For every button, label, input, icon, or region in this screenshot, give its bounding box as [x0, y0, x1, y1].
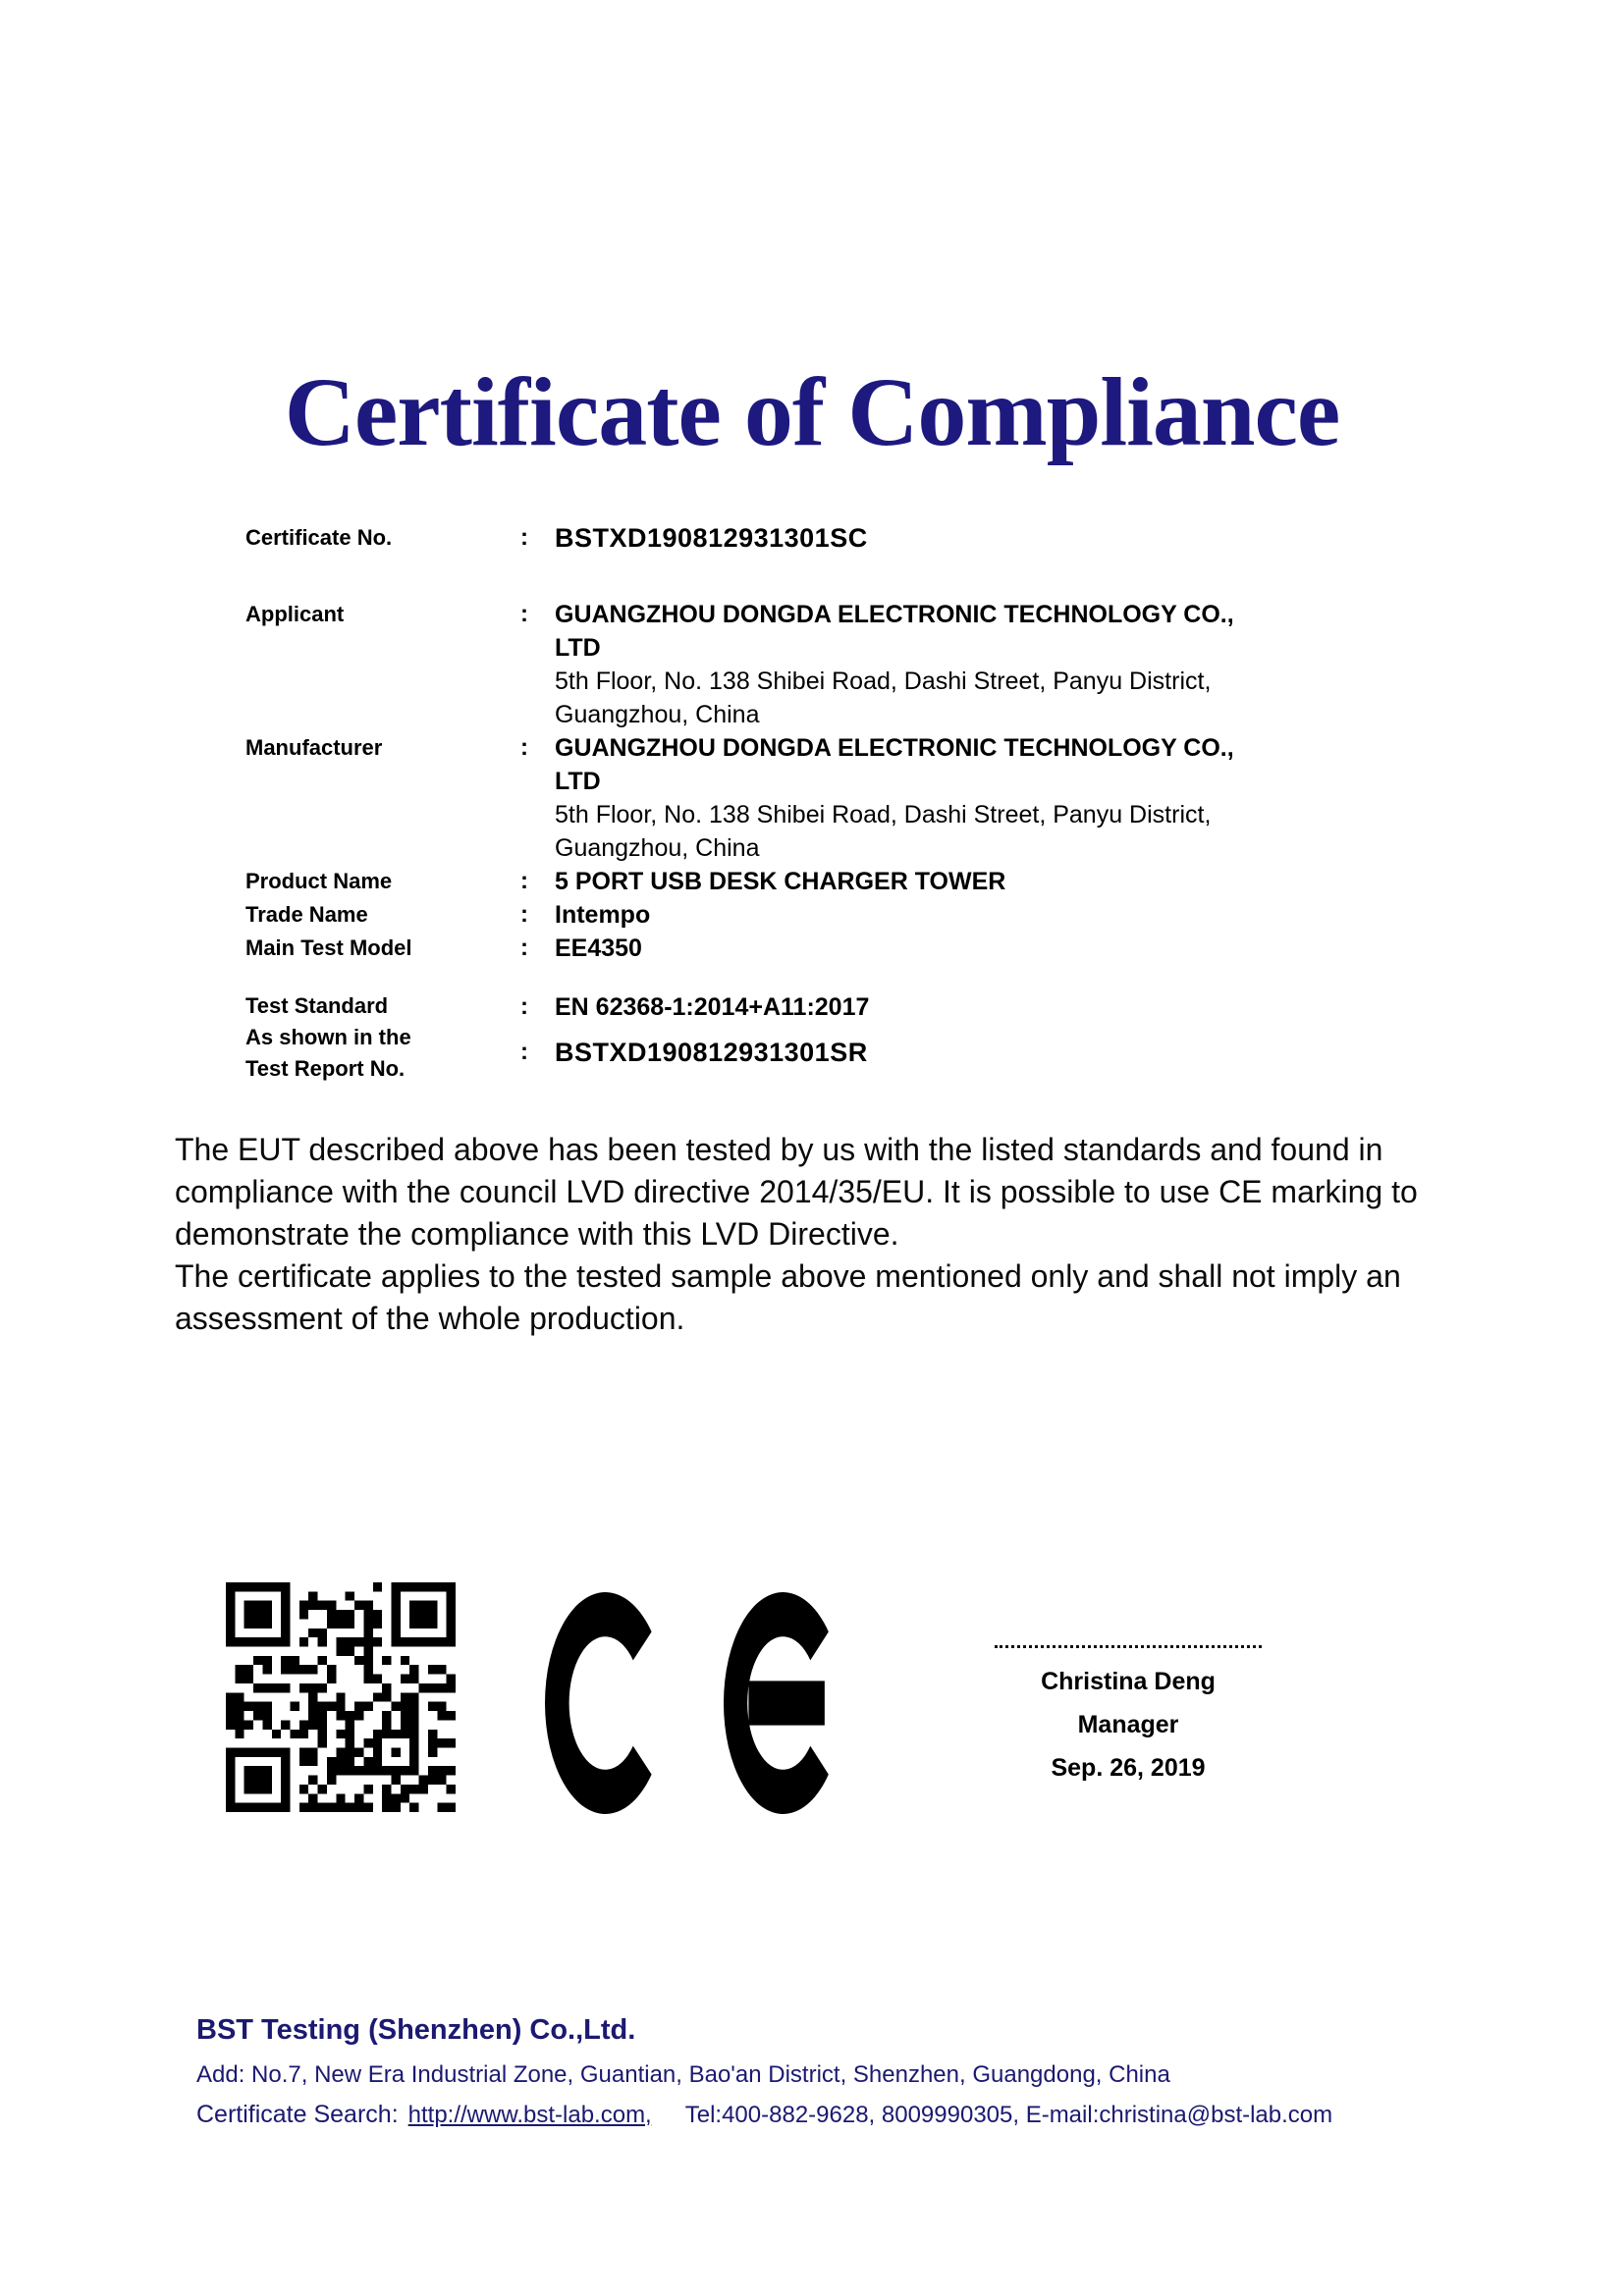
colon-separator: : — [520, 1039, 528, 1065]
statement-paragraph-1: The EUT described above has been tested by us with the listed standards and found in compliance with the council LVD directive 2014/35/EU. It is possible to use CE marking to demonstrate the compliance with this LVD Directive. — [175, 1132, 1418, 1252]
test-report-no-value: BSTXD190812931301SR — [555, 1038, 868, 1067]
signature-date: Sep. 26, 2019 — [1051, 1754, 1206, 1782]
applicant-label: Applicant — [245, 602, 345, 626]
main-test-model-value: EE4350 — [555, 934, 642, 962]
manufacturer-label: Manufacturer — [245, 735, 383, 760]
detail-row-manufacturer — [245, 731, 1394, 865]
certificate-search-label: Certificate Search: — [196, 2101, 399, 2128]
applicant-value: GUANGZHOU DONGDA ELECTRONIC TECHNOLOGY CO., LTD 5th Floor, No. 138 Shibei Road, Dashi Street, Panyu District, Guangzhou, China — [555, 601, 1234, 728]
product-name-value: 5 PORT USB DESK CHARGER TOWER — [555, 868, 1006, 895]
certificate-details — [245, 521, 1394, 1085]
signature-block — [980, 1645, 1276, 1789]
test-standard-label: Test Standard As shown in the Test Report No. — [245, 993, 411, 1081]
colon-separator: : — [520, 524, 528, 551]
certificate-search-link[interactable]: http://www.bst-lab.com, — [407, 2102, 652, 2128]
signature-dotted-line — [995, 1645, 1262, 1648]
colon-separator: : — [520, 734, 528, 761]
ce-mark-c — [545, 1592, 666, 1814]
colon-separator: : — [520, 934, 528, 961]
ce-mark — [545, 1592, 844, 1814]
colon-separator: : — [520, 901, 528, 928]
test-standard-value: EN 62368-1:2014+A11:2017 — [555, 993, 870, 1021]
detail-row-product-name — [245, 865, 1394, 898]
statement-paragraph-2: The certificate applies to the tested sample above mentioned only and shall not imply an assessment of the whole production. — [175, 1258, 1401, 1336]
detail-row-applicant — [245, 598, 1394, 731]
manufacturer-value: GUANGZHOU DONGDA ELECTRONIC TECHNOLOGY CO., LTD 5th Floor, No. 138 Shibei Road, Dashi Street, Panyu District, Guangzhou, China — [555, 734, 1234, 862]
colon-separator: : — [520, 993, 528, 1020]
colon-separator: : — [520, 868, 528, 894]
issuer-company-name: BST Testing (Shenzhen) Co.,Ltd. — [196, 2014, 636, 2046]
qr-code — [226, 1582, 456, 1812]
colon-separator: : — [520, 601, 528, 627]
detail-row-certificate-no — [245, 521, 1394, 555]
page-title: Certificate of Compliance — [284, 357, 1340, 466]
signatory-name: Christina Deng — [1041, 1668, 1216, 1695]
statement-text — [175, 1129, 1463, 1340]
trade-name-label: Trade Name — [245, 902, 368, 927]
signatory-role: Manager — [1077, 1711, 1179, 1738]
ce-mark-e — [724, 1592, 842, 1814]
trade-name-value: Intempo — [555, 901, 651, 929]
certificate-no-value: BSTXD190812931301SC — [555, 523, 868, 553]
product-name-label: Product Name — [245, 869, 393, 893]
certificate-no-label: Certificate No. — [245, 525, 393, 550]
detail-row-test-standard — [245, 990, 1394, 1085]
issuer-address: Add: No.7, New Era Industrial Zone, Guantian, Bao'an District, Shenzhen, Guangdong, China — [196, 2061, 1170, 2088]
main-test-model-label: Main Test Model — [245, 935, 412, 960]
certificate-search-line — [196, 2101, 1332, 2129]
detail-row-trade-name — [245, 898, 1394, 932]
detail-row-main-test-model — [245, 932, 1394, 965]
issuer-contact-info: Tel:400-882-9628, 8009990305, E-mail:christina@bst-lab.com — [684, 2102, 1333, 2128]
